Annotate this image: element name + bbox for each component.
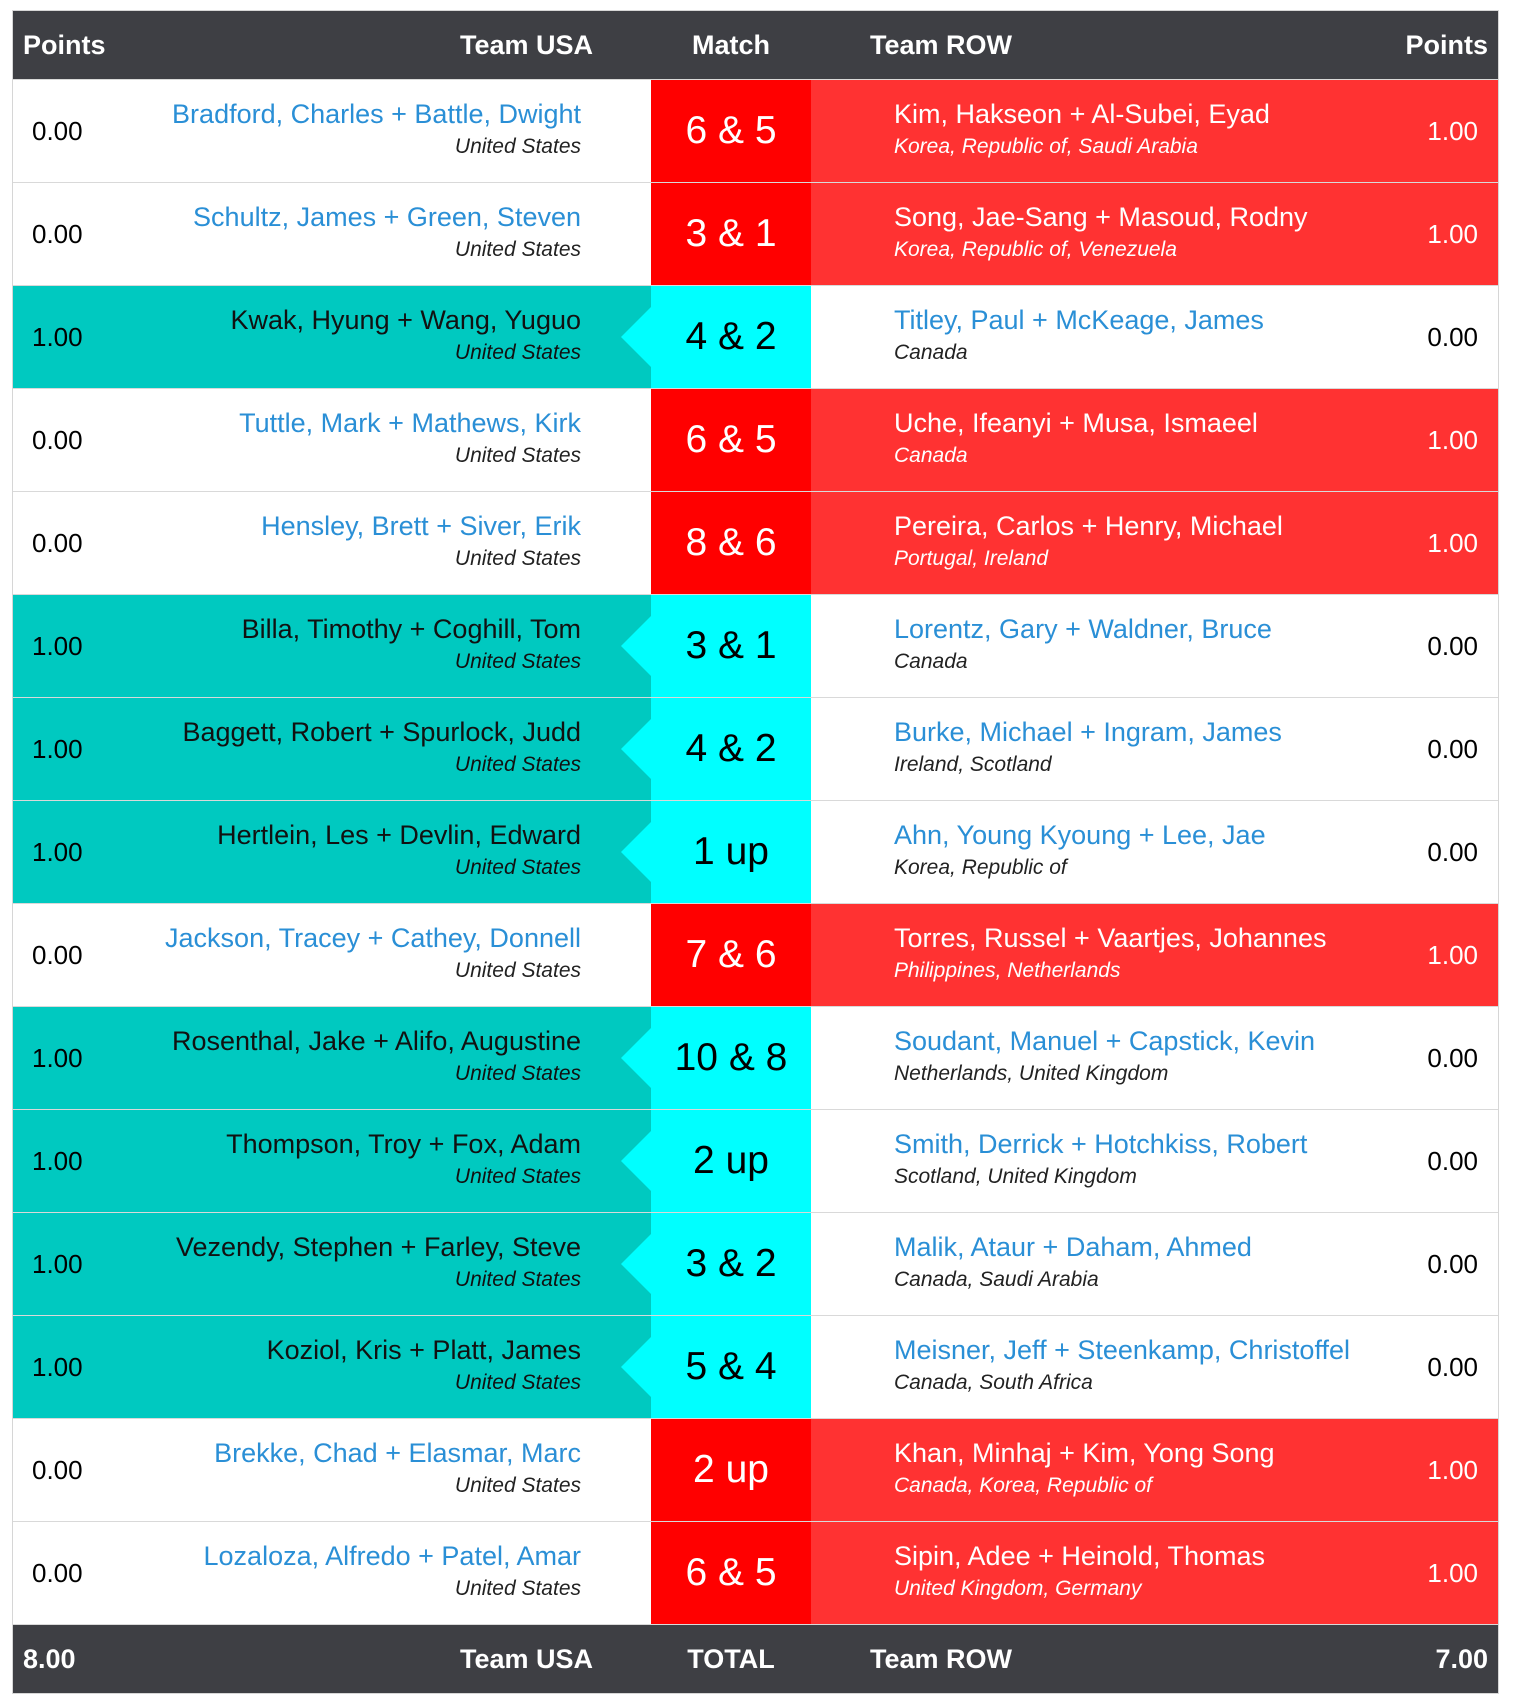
usa-points: 0.00 bbox=[32, 115, 83, 146]
usa-points: 1.00 bbox=[32, 1248, 83, 1279]
team-usa-cell bbox=[13, 183, 651, 285]
row-players[interactable]: Lorentz, Gary + Waldner, Bruce bbox=[894, 614, 1272, 644]
match-row bbox=[13, 1521, 1498, 1624]
row-points: 0.00 bbox=[1427, 321, 1478, 352]
match-list bbox=[13, 79, 1498, 1624]
team-row-cell bbox=[811, 1419, 1498, 1521]
usa-team-info bbox=[81, 199, 581, 265]
row-points: 1.00 bbox=[1427, 1454, 1478, 1485]
match-result bbox=[651, 1316, 811, 1418]
match-result bbox=[651, 904, 811, 1006]
row-team-info bbox=[894, 302, 1454, 368]
team-row-cell bbox=[811, 595, 1498, 697]
row-players: Khan, Minhaj + Kim, Yong Song bbox=[894, 1438, 1275, 1468]
usa-points: 0.00 bbox=[32, 1454, 83, 1485]
usa-country: United States bbox=[454, 341, 581, 364]
footer-row bbox=[13, 1624, 1498, 1693]
row-points: 1.00 bbox=[1427, 424, 1478, 455]
row-country: United Kingdom, Germany bbox=[894, 1577, 1142, 1600]
match-result bbox=[651, 595, 811, 697]
usa-winner-arrow bbox=[621, 616, 651, 676]
match-result bbox=[651, 183, 811, 285]
usa-players: Thompson, Troy + Fox, Adam bbox=[226, 1129, 581, 1159]
match-result bbox=[651, 1213, 811, 1315]
usa-winner-arrow bbox=[621, 1337, 651, 1397]
match-result bbox=[651, 801, 811, 903]
match-result bbox=[651, 1522, 811, 1624]
row-team-info bbox=[894, 96, 1454, 162]
row-players: Pereira, Carlos + Henry, Michael bbox=[894, 511, 1283, 541]
match-result-text: 3 & 1 bbox=[685, 212, 777, 255]
match-result bbox=[651, 1110, 811, 1212]
match-result-text: 2 up bbox=[693, 1448, 769, 1491]
usa-country: United States bbox=[454, 1577, 581, 1600]
row-country: Canada, South Africa bbox=[894, 1371, 1093, 1394]
header-row bbox=[13, 11, 1498, 79]
row-team-info bbox=[894, 405, 1454, 471]
usa-players: Hertlein, Les + Devlin, Edward bbox=[217, 820, 581, 850]
team-usa-cell bbox=[13, 1522, 651, 1624]
team-usa-cell bbox=[13, 492, 651, 594]
header-match: Match bbox=[691, 29, 770, 60]
row-team-info bbox=[894, 714, 1454, 780]
row-players: Torres, Russel + Vaartjes, Johannes bbox=[894, 923, 1327, 953]
usa-country: United States bbox=[454, 135, 581, 158]
row-points: 0.00 bbox=[1427, 1351, 1478, 1382]
usa-points: 0.00 bbox=[32, 218, 83, 249]
row-points: 1.00 bbox=[1427, 115, 1478, 146]
team-usa-cell bbox=[13, 801, 651, 903]
match-row bbox=[13, 903, 1498, 1006]
team-usa-cell bbox=[13, 286, 651, 388]
team-usa-cell bbox=[13, 698, 651, 800]
usa-players: Kwak, Hyung + Wang, Yuguo bbox=[230, 305, 581, 335]
match-row bbox=[13, 594, 1498, 697]
team-row-cell bbox=[811, 286, 1498, 388]
footer-team-row: Team ROW bbox=[870, 1643, 1013, 1674]
match-row bbox=[13, 800, 1498, 903]
usa-country: United States bbox=[454, 1165, 581, 1188]
row-team-info bbox=[894, 199, 1454, 265]
usa-team-info bbox=[81, 1538, 581, 1604]
match-result-text: 3 & 2 bbox=[685, 1242, 777, 1285]
match-result-text: 7 & 6 bbox=[685, 933, 777, 976]
match-result-text: 1 up bbox=[693, 830, 769, 873]
usa-team-info bbox=[81, 1229, 581, 1295]
team-usa-cell bbox=[13, 1419, 651, 1521]
row-country: Netherlands, United Kingdom bbox=[894, 1062, 1169, 1085]
usa-team-info bbox=[81, 1332, 581, 1398]
team-row-cell bbox=[811, 904, 1498, 1006]
row-team-info bbox=[894, 1229, 1454, 1295]
usa-players[interactable]: Hensley, Brett + Siver, Erik bbox=[261, 511, 581, 541]
row-points: 0.00 bbox=[1427, 1042, 1478, 1073]
match-result-text: 2 up bbox=[693, 1139, 769, 1182]
row-team-info bbox=[894, 1332, 1454, 1398]
usa-team-info bbox=[81, 508, 581, 574]
usa-players: Baggett, Robert + Spurlock, Judd bbox=[182, 717, 581, 747]
team-row-cell bbox=[811, 1213, 1498, 1315]
usa-winner-arrow bbox=[621, 822, 651, 882]
team-row-cell bbox=[811, 698, 1498, 800]
row-points: 1.00 bbox=[1427, 1557, 1478, 1588]
team-usa-cell bbox=[13, 389, 651, 491]
match-result bbox=[651, 1419, 811, 1521]
match-row bbox=[13, 182, 1498, 285]
row-players: Uche, Ifeanyi + Musa, Ismaeel bbox=[894, 408, 1258, 438]
row-total-points: 7.00 bbox=[1435, 1643, 1488, 1674]
usa-points: 0.00 bbox=[32, 1557, 83, 1588]
usa-country: United States bbox=[454, 238, 581, 261]
usa-players[interactable]: Jackson, Tracey + Cathey, Donnell bbox=[165, 923, 581, 953]
usa-country: United States bbox=[454, 547, 581, 570]
usa-country: United States bbox=[454, 1062, 581, 1085]
match-result-text: 3 & 1 bbox=[685, 624, 777, 667]
team-usa-cell bbox=[13, 904, 651, 1006]
team-usa-cell bbox=[13, 1110, 651, 1212]
usa-country: United States bbox=[454, 1371, 581, 1394]
usa-country: United States bbox=[454, 856, 581, 879]
match-row bbox=[13, 1315, 1498, 1418]
usa-points: 0.00 bbox=[32, 939, 83, 970]
row-players[interactable]: Titley, Paul + McKeage, James bbox=[894, 305, 1264, 335]
row-country: Canada, Saudi Arabia bbox=[894, 1268, 1099, 1291]
team-row-cell bbox=[811, 801, 1498, 903]
usa-winner-arrow bbox=[621, 307, 651, 367]
row-players: Song, Jae-Sang + Masoud, Rodny bbox=[894, 202, 1308, 232]
header-row-points: Points bbox=[1405, 29, 1488, 60]
usa-team-info bbox=[81, 920, 581, 986]
usa-team-info bbox=[81, 96, 581, 162]
usa-players: Vezendy, Stephen + Farley, Steve bbox=[176, 1232, 581, 1262]
team-row-cell bbox=[811, 1110, 1498, 1212]
row-points: 1.00 bbox=[1427, 218, 1478, 249]
team-row-cell bbox=[811, 389, 1498, 491]
match-result bbox=[651, 698, 811, 800]
usa-country: United States bbox=[454, 959, 581, 982]
row-team-info bbox=[894, 1538, 1454, 1604]
row-players[interactable]: Ahn, Young Kyoung + Lee, Jae bbox=[894, 820, 1266, 850]
team-row-cell bbox=[811, 1007, 1498, 1109]
row-team-info bbox=[894, 920, 1454, 986]
usa-points: 1.00 bbox=[32, 836, 83, 867]
usa-winner-arrow bbox=[621, 1028, 651, 1088]
match-row bbox=[13, 1418, 1498, 1521]
match-result-text: 6 & 5 bbox=[685, 418, 777, 461]
row-points: 0.00 bbox=[1427, 630, 1478, 661]
usa-team-info bbox=[81, 302, 581, 368]
row-team-info bbox=[894, 1435, 1454, 1501]
usa-winner-arrow bbox=[621, 719, 651, 779]
team-usa-cell bbox=[13, 1007, 651, 1109]
match-result-text: 6 & 5 bbox=[685, 1551, 777, 1594]
usa-points: 1.00 bbox=[32, 1145, 83, 1176]
header-team-row: Team ROW bbox=[870, 29, 1013, 60]
usa-team-info bbox=[81, 1126, 581, 1192]
usa-players: Koziol, Kris + Platt, James bbox=[266, 1335, 581, 1365]
scoreboard bbox=[12, 10, 1499, 1694]
usa-points: 1.00 bbox=[32, 321, 83, 352]
row-country: Canada bbox=[894, 650, 968, 673]
match-row bbox=[13, 388, 1498, 491]
row-players: Sipin, Adee + Heinold, Thomas bbox=[894, 1541, 1265, 1571]
usa-points: 1.00 bbox=[32, 1351, 83, 1382]
team-row-cell bbox=[811, 80, 1498, 182]
match-row bbox=[13, 1212, 1498, 1315]
row-points: 0.00 bbox=[1427, 733, 1478, 764]
match-result bbox=[651, 1007, 811, 1109]
footer-total-label: TOTAL bbox=[687, 1643, 775, 1674]
header-usa-points: Points bbox=[23, 29, 106, 60]
team-usa-cell bbox=[13, 80, 651, 182]
row-country: Scotland, United Kingdom bbox=[894, 1165, 1137, 1188]
match-result bbox=[651, 389, 811, 491]
row-team-info bbox=[894, 1126, 1454, 1192]
team-usa-cell bbox=[13, 595, 651, 697]
row-players[interactable]: Burke, Michael + Ingram, James bbox=[894, 717, 1282, 747]
team-usa-cell bbox=[13, 1316, 651, 1418]
usa-players[interactable]: Schultz, James + Green, Steven bbox=[193, 202, 581, 232]
match-row bbox=[13, 697, 1498, 800]
usa-points: 0.00 bbox=[32, 424, 83, 455]
row-points: 1.00 bbox=[1427, 527, 1478, 558]
match-result-text: 4 & 2 bbox=[685, 727, 777, 770]
usa-team-info bbox=[81, 611, 581, 677]
usa-players[interactable]: Tuttle, Mark + Mathews, Kirk bbox=[239, 408, 581, 438]
header-team-usa: Team USA bbox=[459, 29, 593, 60]
match-row bbox=[13, 79, 1498, 182]
row-country: Philippines, Netherlands bbox=[894, 959, 1121, 982]
match-result-text: 5 & 4 bbox=[685, 1345, 777, 1388]
usa-players[interactable]: Brekke, Chad + Elasmar, Marc bbox=[214, 1438, 581, 1468]
usa-team-info bbox=[81, 817, 581, 883]
row-country: Portugal, Ireland bbox=[894, 547, 1049, 570]
row-players[interactable]: Malik, Ataur + Daham, Ahmed bbox=[894, 1232, 1252, 1262]
row-country: Korea, Republic of bbox=[894, 856, 1067, 879]
row-country: Korea, Republic of, Venezuela bbox=[894, 238, 1177, 261]
team-row-cell bbox=[811, 1316, 1498, 1418]
row-players: Kim, Hakseon + Al-Subei, Eyad bbox=[894, 99, 1270, 129]
row-country: Korea, Republic of, Saudi Arabia bbox=[894, 135, 1198, 158]
team-usa-cell bbox=[13, 1213, 651, 1315]
usa-total-points: 8.00 bbox=[23, 1643, 76, 1674]
row-points: 0.00 bbox=[1427, 1248, 1478, 1279]
usa-players[interactable]: Lozaloza, Alfredo + Patel, Amar bbox=[203, 1541, 581, 1571]
usa-team-info bbox=[81, 1435, 581, 1501]
match-result-text: 6 & 5 bbox=[685, 109, 777, 152]
row-team-info bbox=[894, 1023, 1454, 1089]
team-row-cell bbox=[811, 1522, 1498, 1624]
usa-points: 1.00 bbox=[32, 733, 83, 764]
match-row bbox=[13, 285, 1498, 388]
usa-winner-arrow bbox=[621, 1131, 651, 1191]
match-result-text: 8 & 6 bbox=[685, 521, 777, 564]
footer-team-usa: Team USA bbox=[459, 1643, 593, 1674]
match-row bbox=[13, 491, 1498, 594]
usa-team-info bbox=[81, 714, 581, 780]
match-result bbox=[651, 492, 811, 594]
usa-players: Billa, Timothy + Coghill, Tom bbox=[241, 614, 581, 644]
row-team-info bbox=[894, 817, 1454, 883]
row-players[interactable]: Meisner, Jeff + Steenkamp, Christoffel bbox=[894, 1335, 1350, 1365]
usa-players: Rosenthal, Jake + Alifo, Augustine bbox=[171, 1026, 581, 1056]
match-result-text: 10 & 8 bbox=[674, 1036, 788, 1079]
row-players[interactable]: Soudant, Manuel + Capstick, Kevin bbox=[894, 1026, 1315, 1056]
row-team-info bbox=[894, 611, 1454, 677]
match-result bbox=[651, 80, 811, 182]
usa-players[interactable]: Bradford, Charles + Battle, Dwight bbox=[172, 99, 581, 129]
match-row bbox=[13, 1006, 1498, 1109]
row-points: 0.00 bbox=[1427, 1145, 1478, 1176]
usa-country: United States bbox=[454, 753, 581, 776]
usa-country: United States bbox=[454, 650, 581, 673]
usa-team-info bbox=[81, 1023, 581, 1089]
row-country: Canada bbox=[894, 444, 968, 467]
row-country: Canada bbox=[894, 341, 968, 364]
usa-team-info bbox=[81, 405, 581, 471]
usa-country: United States bbox=[454, 444, 581, 467]
team-row-cell bbox=[811, 492, 1498, 594]
match-row bbox=[13, 1109, 1498, 1212]
row-team-info bbox=[894, 508, 1454, 574]
match-result bbox=[651, 286, 811, 388]
row-players[interactable]: Smith, Derrick + Hotchkiss, Robert bbox=[894, 1129, 1308, 1159]
usa-points: 0.00 bbox=[32, 527, 83, 558]
row-points: 1.00 bbox=[1427, 939, 1478, 970]
row-points: 0.00 bbox=[1427, 836, 1478, 867]
usa-winner-arrow bbox=[621, 1234, 651, 1294]
usa-country: United States bbox=[454, 1268, 581, 1291]
usa-points: 1.00 bbox=[32, 630, 83, 661]
usa-points: 1.00 bbox=[32, 1042, 83, 1073]
row-country: Canada, Korea, Republic of bbox=[894, 1474, 1152, 1497]
team-row-cell bbox=[811, 183, 1498, 285]
row-country: Ireland, Scotland bbox=[894, 753, 1052, 776]
match-result-text: 4 & 2 bbox=[685, 315, 777, 358]
usa-country: United States bbox=[454, 1474, 581, 1497]
